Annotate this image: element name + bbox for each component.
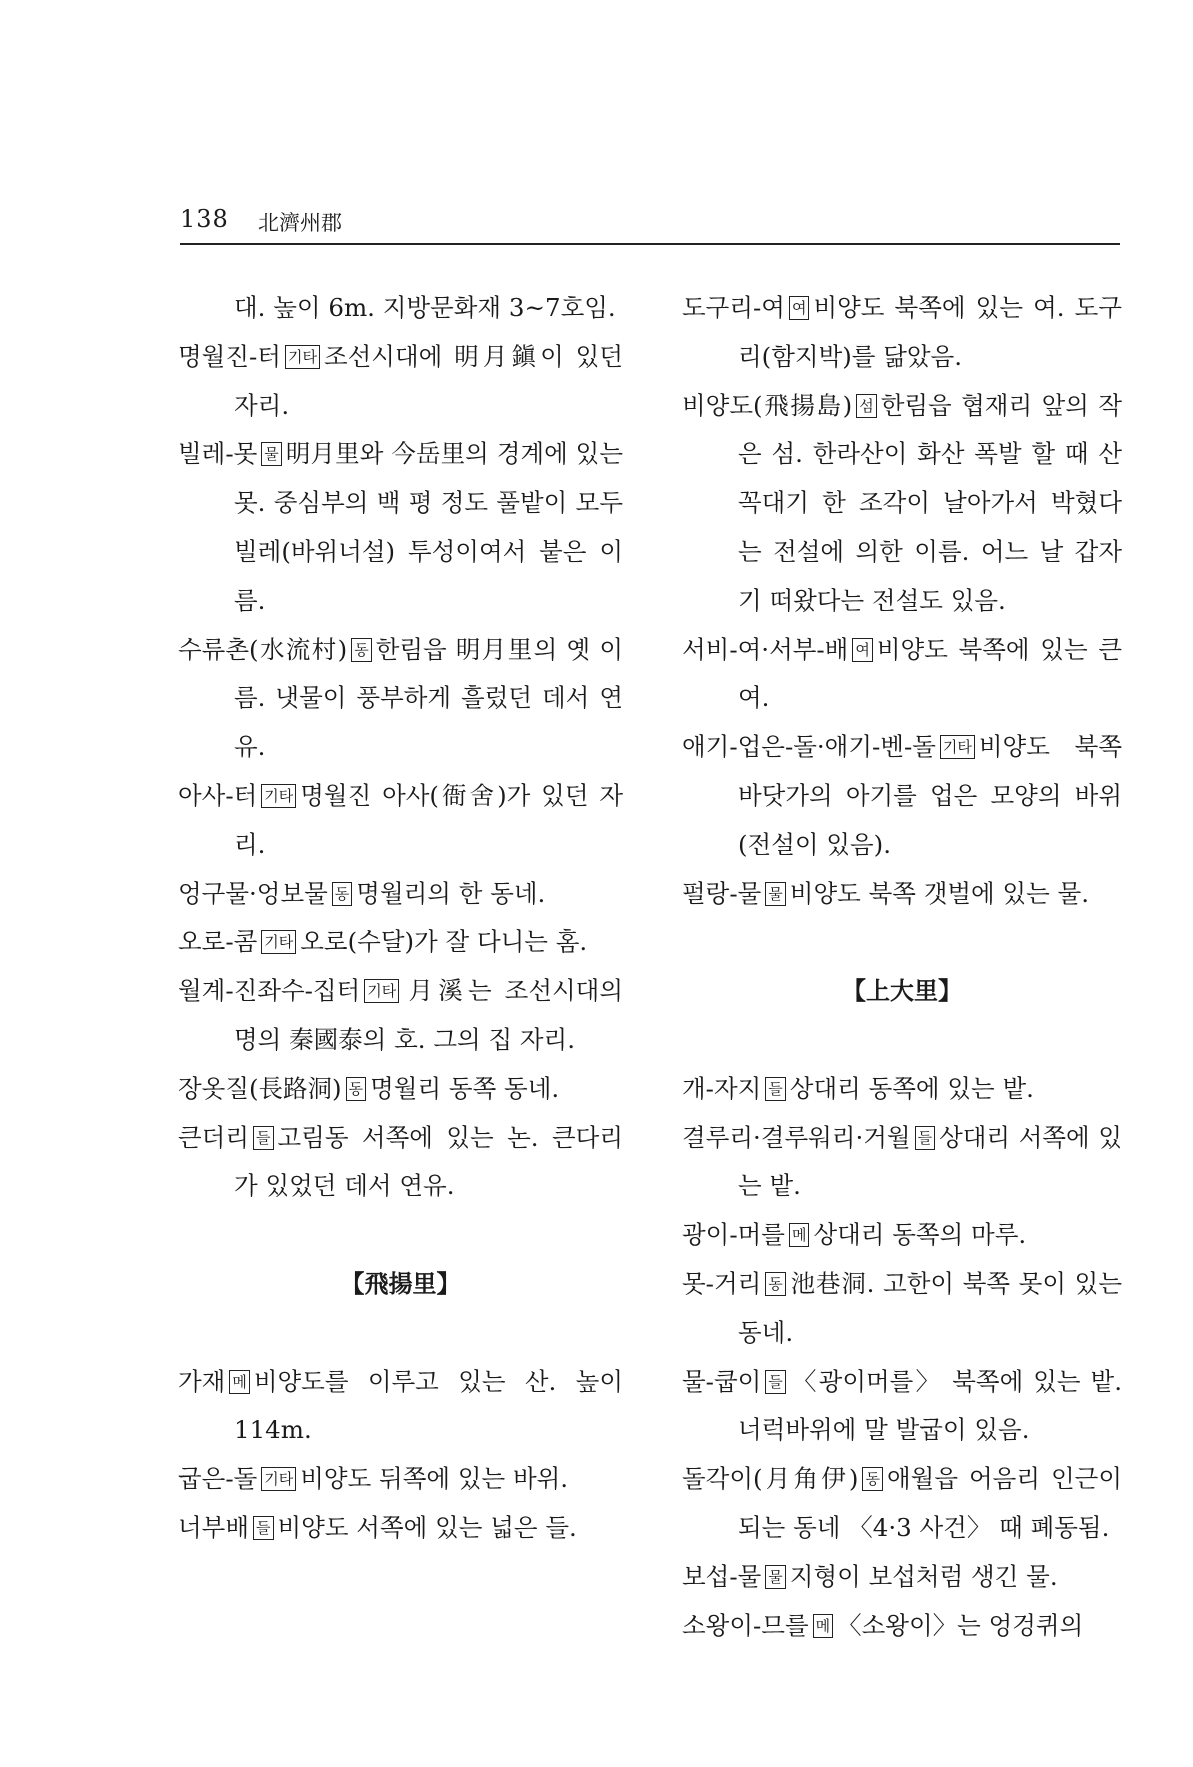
entry-term: 도구리-여	[682, 293, 785, 322]
entry-term: 개-자지	[682, 1073, 762, 1103]
running-title: 北濟州郡	[258, 211, 342, 235]
category-tag: 들	[253, 1126, 274, 1150]
category-tag: 들	[253, 1516, 274, 1540]
entry-term: 비양도(飛揚島)	[682, 390, 853, 420]
entry	[178, 967, 623, 1065]
entry	[682, 1553, 1122, 1602]
entry	[682, 382, 1122, 626]
category-tag: 메	[229, 1370, 250, 1394]
entry	[682, 1114, 1122, 1212]
category-tag: 물	[261, 442, 282, 466]
entry-definition: 비양도 북쪽에 있는 큰 여.	[738, 634, 1122, 713]
entry-definition: 池巷洞. 고한이 북쪽 못이 있는 동네.	[738, 1268, 1122, 1347]
entry-definition: 〈광이머를〉 북쪽에 있는 밭. 너럭바위에 말 발굽이 있음.	[738, 1366, 1122, 1445]
category-tag: 들	[915, 1126, 936, 1150]
entry	[178, 626, 623, 772]
entry	[682, 626, 1122, 724]
entry	[178, 1455, 623, 1504]
entry-term: 보섭-물	[682, 1561, 762, 1591]
spacer	[682, 918, 1122, 967]
entry-term: 못-거리	[682, 1268, 762, 1298]
entry-definition: 오로(수달)가 잘 다니는 홈.	[300, 927, 588, 957]
entry	[178, 1114, 623, 1212]
right-column	[682, 284, 1122, 1650]
entry-definition: 고림동 서쪽에 있는 논. 큰다리가 있었던 데서 연유.	[234, 1122, 623, 1201]
category-tag: 들	[765, 1370, 786, 1394]
category-tag: 기타	[940, 735, 975, 759]
entry-definition: 명월리의 한 동네.	[356, 878, 546, 908]
entry-definition: 비양도 뒤쪽에 있는 바위.	[300, 1464, 569, 1494]
entry-term: 수류촌(水流村)	[178, 634, 348, 664]
category-tag: 섬	[856, 394, 877, 418]
entry	[682, 1358, 1122, 1456]
entry-definition: 상대리 동쪽에 있는 밭.	[789, 1073, 1034, 1103]
entry-definition: 애월읍 어음리 인근이 되는 동네 〈4·3 사건〉 때 폐동됨.	[738, 1464, 1122, 1542]
entry-definition: 비양도를 이루고 있는 산. 높이 114m.	[234, 1366, 623, 1445]
entry	[682, 284, 1122, 382]
category-tag: 기타	[261, 784, 296, 808]
entry	[682, 1260, 1122, 1358]
entry-term: 결루리·결루워리·거월	[682, 1122, 911, 1152]
entry-definition: 명월리 동쪽 동네.	[370, 1073, 560, 1103]
left-column	[178, 284, 623, 1553]
entry	[682, 723, 1122, 869]
entry-definition: 明月里와 今岳里의 경계에 있는 못. 중심부의 백 평 정도 풀밭이 모두 빌레(바위너설) 투성이여서 붙은 이름.	[234, 439, 623, 615]
entry-definition: 비양도 북쪽에 있는 여. 도구리(함지박)를 닮았음.	[738, 293, 1122, 371]
entry-term: 소왕이-므를	[682, 1610, 809, 1640]
entry-term: 애기-업은-돌·애기-벤-돌	[682, 732, 936, 762]
entry-definition: 비양도 북쪽 갯벌에 있는 물.	[789, 878, 1090, 908]
entry-term: 엉구물·엉보물	[178, 878, 328, 908]
entry-term: 명월진-터	[178, 341, 281, 371]
category-tag: 동	[765, 1272, 786, 1296]
entry-continuation	[178, 284, 623, 333]
entry-term: 물-쿱이	[682, 1366, 762, 1396]
entry-term: 서비-여·서부-배	[682, 634, 849, 664]
category-tag: 여	[852, 638, 873, 662]
entry-definition: 지형이 보섭처럼 생긴 물.	[789, 1561, 1058, 1591]
category-tag: 동	[346, 1077, 367, 1101]
page-number: 138	[180, 205, 229, 233]
entry-definition: 한림읍 明月里의 옛 이름. 냇물이 풍부하게 흘렀던 데서 연유.	[234, 634, 623, 762]
entry-definition: 상대리 동쪽의 마루.	[813, 1220, 1027, 1250]
entry-term: 가재	[178, 1366, 226, 1396]
entry	[682, 870, 1122, 919]
entry-definition: 月溪는 조선시대의 명의 秦國泰의 호. 그의 집 자리.	[234, 976, 623, 1054]
entry-term: 돌각이(月角伊)	[682, 1464, 859, 1494]
entry-term: 오로-콤	[178, 927, 258, 957]
spacer	[178, 1211, 623, 1260]
entry-definition: 대. 높이 6m. 지방문화재 3~7호임.	[234, 293, 616, 322]
entry	[682, 1455, 1122, 1553]
entry-term: 장옷질(長路洞)	[178, 1073, 342, 1103]
entry	[178, 1504, 623, 1553]
entry-term: 빌레-못	[178, 439, 258, 469]
section-heading: 【飛揚里】	[340, 1268, 461, 1298]
entry-term: 굽은-돌	[178, 1464, 258, 1494]
category-tag: 기타	[364, 979, 399, 1003]
category-tag: 물	[765, 882, 786, 906]
entry	[178, 1065, 623, 1114]
spacer	[178, 1309, 623, 1358]
category-tag: 메	[813, 1614, 834, 1638]
spacer	[682, 1016, 1122, 1065]
entry-term: 너부배	[178, 1512, 250, 1542]
entry-term: 아사-터	[178, 780, 258, 810]
entry	[178, 430, 623, 625]
category-tag: 물	[765, 1565, 786, 1589]
entry-term: 큰더리	[178, 1122, 250, 1152]
entry-definition: 상대리 서쪽에 있는 밭.	[738, 1122, 1122, 1201]
entry-definition: 한림읍 협재리 앞의 작은 섬. 한라산이 화산 폭발 할 때 산꼭대기 한 조각이 날아가서 박혔다는 전설에 의한 이름. 어느 날 갑자기 떠왔다는 전설도 있음.	[738, 390, 1122, 615]
category-tag: 기타	[285, 345, 320, 369]
section-heading: 【上大里】	[842, 976, 962, 1006]
entry	[178, 1358, 623, 1456]
category-tag: 동	[351, 638, 372, 662]
entry	[178, 870, 623, 919]
page-header	[180, 205, 1120, 245]
category-tag: 들	[765, 1077, 786, 1101]
category-tag: 기타	[261, 1467, 296, 1491]
entry	[178, 333, 623, 431]
entry	[178, 918, 623, 967]
entry	[682, 1602, 1122, 1651]
entry-term: 광이-머를	[682, 1220, 785, 1250]
entry	[682, 1065, 1122, 1114]
entry-definition: 조선시대에 明月鎭이 있던 자리.	[234, 341, 623, 420]
entry-definition: 비양도 서쪽에 있는 넓은 들.	[277, 1512, 577, 1542]
entry-term: 월계-진좌수-집터	[178, 976, 361, 1006]
entry-term: 펄랑-물	[682, 878, 762, 908]
category-tag: 동	[862, 1467, 883, 1491]
entry-definition: 비양도 북쪽 바닷가의 아기를 업은 모양의 바위(전설이 있음).	[738, 732, 1122, 859]
category-tag: 동	[332, 882, 353, 906]
category-tag: 여	[789, 296, 810, 320]
category-tag: 메	[789, 1223, 810, 1247]
entry	[178, 772, 623, 870]
category-tag: 기타	[261, 930, 296, 954]
entry-definition: 명월진 아사(衙舍)가 있던 자리.	[234, 780, 623, 859]
entry	[682, 1211, 1122, 1260]
entry-definition: 〈소왕이〉는 엉겅퀴의	[837, 1610, 1084, 1640]
